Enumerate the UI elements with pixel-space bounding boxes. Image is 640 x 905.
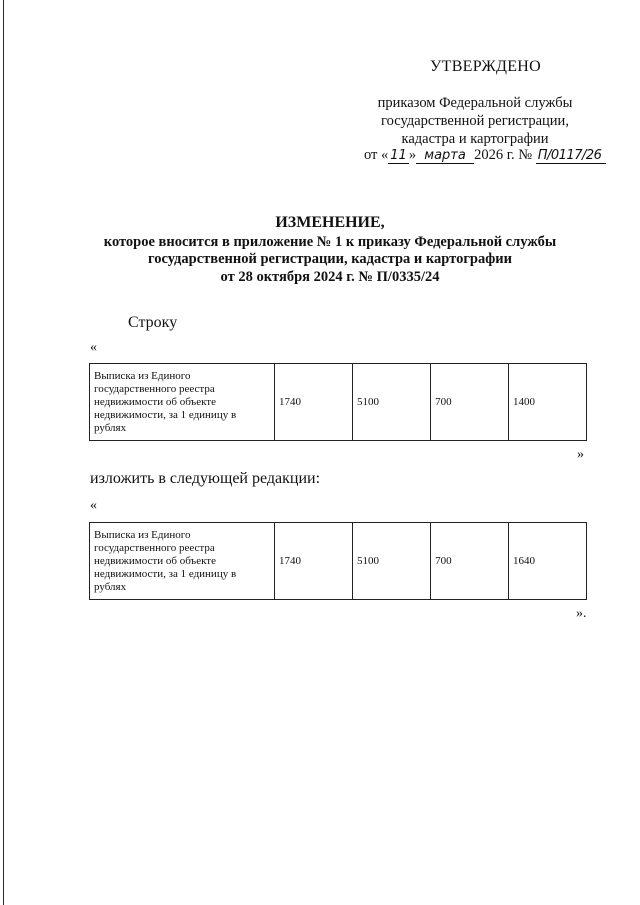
row-label: Строку xyxy=(128,314,178,331)
approval-line: государственной регистрации, xyxy=(381,113,569,129)
row-value: 1740 xyxy=(275,364,353,441)
title-heading: ИЗМЕНЕНИЕ, xyxy=(275,214,385,231)
row-value: 700 xyxy=(431,523,509,600)
row-description: Выписка из Единого государственного реестра недвижимости об объекте недвижимости, за 1 единицу в рублях xyxy=(90,364,275,441)
approval-date-line xyxy=(364,147,606,164)
title-line: государственной регистрации, кадастра и картографии xyxy=(148,251,512,267)
handwritten-month: марта xyxy=(416,149,474,164)
quote-close: ». xyxy=(576,606,587,621)
title-line: от 28 октября 2024 г. № П/0335/24 xyxy=(220,268,440,285)
date-prefix: от « xyxy=(364,147,389,163)
scan-edge-line xyxy=(3,0,4,905)
row-value: 1640 xyxy=(508,523,586,600)
handwritten-day: 11 xyxy=(390,148,407,163)
old-row-table xyxy=(89,363,587,441)
table-row xyxy=(90,523,587,600)
row-value: 1400 xyxy=(508,364,586,441)
row-description: Выписка из Единого государственного реестра недвижимости об объекте недвижимости, за 1 единицу в рублях xyxy=(90,523,275,600)
handwritten-order-number: П/0117/26 xyxy=(536,149,606,164)
row-value: 5100 xyxy=(353,364,431,441)
quote-close: » xyxy=(577,447,584,462)
date-mid-quote: » xyxy=(408,147,417,163)
quote-open: « xyxy=(90,340,97,355)
year-text: 2026 г. № xyxy=(474,147,533,163)
approval-line: приказом Федеральной службы xyxy=(377,95,573,111)
approval-line: кадастра и картографии xyxy=(401,131,549,147)
document-title xyxy=(70,214,590,286)
table-row xyxy=(90,364,587,441)
restate-label: изложить в следующей редакции: xyxy=(90,470,321,487)
row-value: 700 xyxy=(431,364,509,441)
title-line: которое вносится в приложение № 1 к приказу Федеральной службы xyxy=(103,233,557,250)
approval-order-text xyxy=(340,94,610,148)
approval-heading: УТВЕРЖДЕНО xyxy=(430,58,542,75)
quote-open: « xyxy=(90,498,97,513)
new-row-table xyxy=(89,522,587,600)
row-value: 5100 xyxy=(353,523,431,600)
row-value: 1740 xyxy=(275,523,353,600)
